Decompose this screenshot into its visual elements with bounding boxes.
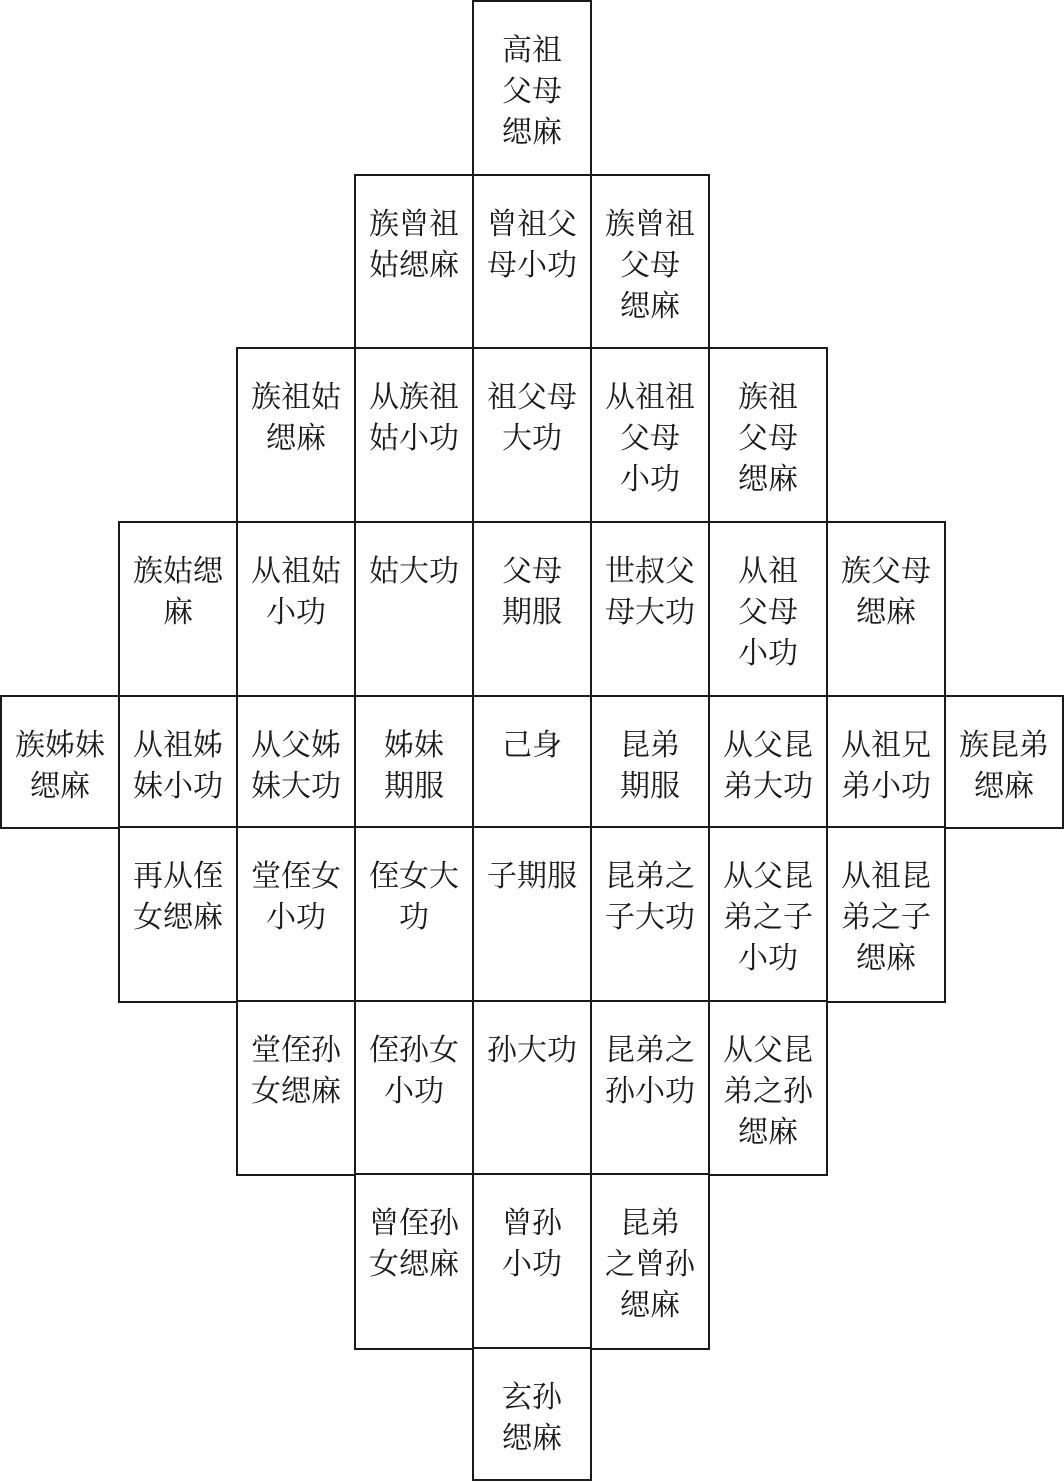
kinship-cell [472,826,592,1003]
kinship-cell [118,521,238,698]
kinship-label: 高祖 父母 缌麻 [502,33,562,150]
kinship-label: 再从侄 女缌麻 [133,859,223,935]
kinship-label: 侄孙女 小功 [369,1033,459,1109]
kinship-cell [708,347,828,524]
kinship-label: 姊妹 期服 [384,728,444,804]
kinship-label: 从父昆 弟之子 小功 [723,859,813,976]
kinship-cell [472,174,592,350]
kinship-label: 族曾祖 父母 缌麻 [605,207,695,324]
kinship-label: 父母 期服 [502,554,562,630]
kinship-label: 昆弟 期服 [620,728,680,804]
kinship-label: 堂侄孙 女缌麻 [251,1033,341,1109]
kinship-label: 世叔父 母大功 [605,554,695,630]
kinship-cell [708,521,828,698]
kinship-label: 昆弟之 孙小功 [605,1033,695,1109]
kinship-cell [826,521,946,698]
kinship-label: 孙大功 [487,1033,577,1068]
kinship-cell [472,347,592,524]
kinship-cell [354,1173,474,1350]
kinship-label: 堂侄女 小功 [251,859,341,935]
kinship-label: 族曾祖 姑缌麻 [369,207,459,283]
kinship-cell [236,1000,356,1176]
kinship-cell [236,826,356,1003]
kinship-label: 从祖祖 父母 小功 [605,380,695,497]
kinship-label: 从祖 父母 小功 [738,554,798,671]
kinship-label: 曾祖父 母小功 [487,207,577,283]
kinship-cell [590,826,710,1003]
kinship-label: 玄孙 缌麻 [502,1380,562,1456]
kinship-cell [354,347,474,524]
kinship-cell [472,1000,592,1176]
kinship-label: 从父姊 妹大功 [251,728,341,804]
kinship-label: 曾侄孙 女缌麻 [369,1206,459,1282]
kinship-label: 族祖 父母 缌麻 [738,380,798,497]
kinship-cell [708,1000,828,1176]
kinship-cell [944,695,1064,829]
kinship-cell [472,1347,592,1481]
kinship-cell [590,1173,710,1350]
kinship-label: 昆弟之 子大功 [605,859,695,935]
kinship-cell [118,695,238,829]
kinship-cell [354,1000,474,1176]
kinship-cell [354,521,474,698]
kinship-label: 族父母 缌麻 [841,554,931,630]
kinship-label: 从父昆 弟大功 [723,728,813,804]
kinship-cell [472,0,592,176]
kinship-label: 族姑缌 麻 [133,554,223,630]
kinship-label: 从祖姑 小功 [251,554,341,630]
kinship-cell [472,695,592,829]
kinship-label: 族姊妹 缌麻 [15,728,105,804]
kinship-cell [590,695,710,829]
kinship-cell [590,174,710,350]
kinship-label: 从祖昆 弟之子 缌麻 [841,859,931,976]
kinship-cell [0,695,120,829]
kinship-cell [708,695,828,829]
kinship-label: 昆弟 之曾孙 缌麻 [605,1206,695,1323]
kinship-cell [236,521,356,698]
kinship-label: 从族祖 姑小功 [369,380,459,456]
kinship-label: 从父昆 弟之孙 缌麻 [723,1033,813,1150]
kinship-cell [826,695,946,829]
kinship-cell [708,826,828,1003]
kinship-cell [590,1000,710,1176]
kinship-cell [236,347,356,524]
kinship-label: 姑大功 [369,554,459,589]
kinship-cell [354,695,474,829]
kinship-cell [472,521,592,698]
kinship-label: 己身 [502,728,562,763]
kinship-label: 曾孙 小功 [502,1206,562,1282]
kinship-label: 族昆弟 缌麻 [959,728,1049,804]
kinship-label: 从祖姊 妹小功 [133,728,223,804]
kinship-cell [118,826,238,1003]
kinship-label: 祖父母 大功 [487,380,577,456]
kinship-cell [590,347,710,524]
kinship-label: 侄女大 功 [369,859,459,935]
kinship-cell [472,1173,592,1350]
kinship-cell [354,174,474,350]
kinship-cell [354,826,474,1003]
kinship-label: 子期服 [487,859,577,894]
kinship-label: 族祖姑 缌麻 [251,380,341,456]
kinship-cell [590,521,710,698]
kinship-cell [826,826,946,1003]
kinship-cell [236,695,356,829]
kinship-label: 从祖兄 弟小功 [841,728,931,804]
